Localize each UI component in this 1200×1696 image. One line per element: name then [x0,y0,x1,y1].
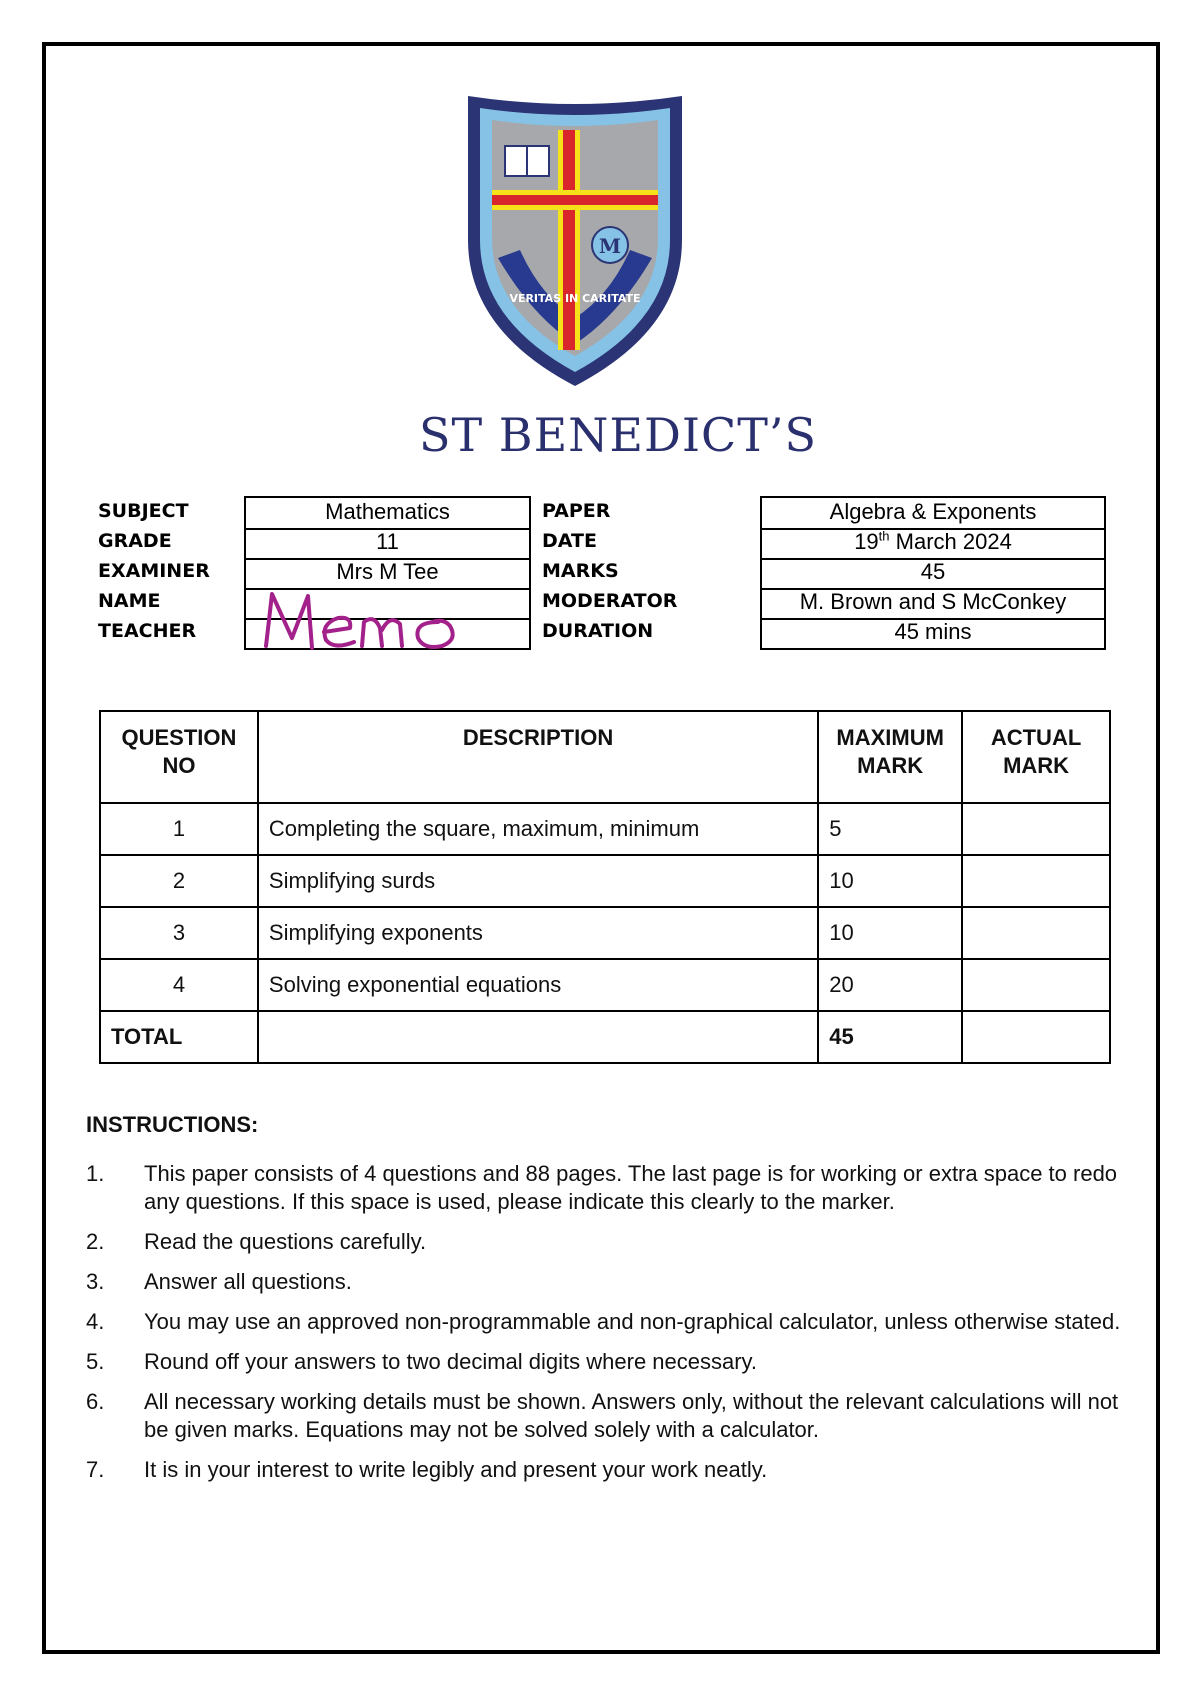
date-value: 19th March 2024 [762,528,1104,560]
description-header: DESCRIPTION [258,711,818,803]
instructions-heading: INSTRUCTIONS: [86,1112,259,1137]
total-max-mark: 45 [818,1011,962,1063]
name-label: NAME [98,590,161,612]
instruction-item: 7. It is in your interest to write legibly and present your work neatly. [86,1457,768,1482]
total-row [100,1011,1110,1063]
actual-mark-cell[interactable] [962,959,1110,1011]
description-cell: Solving exponential equations [258,959,818,1011]
table-header-row [100,711,1110,803]
table-row [100,803,1110,855]
max-mark-cell: 5 [818,803,962,855]
marks-table [99,710,1111,1064]
instruction-item: 3. Answer all questions. [86,1269,352,1294]
marks-label: MARKS [542,560,619,582]
svg-text:M: M [598,234,622,258]
description-cell: Completing the square, maximum, minimum [258,803,818,855]
date-label: DATE [542,530,597,552]
paper-label: PAPER [542,500,611,522]
marks-value: 45 [762,558,1104,590]
table-row [100,855,1110,907]
instruction-item: 1. This paper consists of 4 questions and 88 pages. The last page is for working or extra space to redo any questions. If this space is used, please indicate this clearly to the marker. [86,1161,1118,1214]
description-cell: Simplifying surds [258,855,818,907]
school-motto: VERITAS IN CARITATE [509,292,641,305]
examiner-value: Mrs M Tee [246,558,529,590]
grade-label: GRADE [98,530,172,552]
question-no-cell: 1 [100,803,258,855]
instruction-item: 6. All necessary working details must be shown. Answers only, without the relevant calculations will not be given marks. Equations may not be solved solely with a calculator. [86,1389,1119,1442]
school-crest-logo [460,90,690,390]
duration-value: 45 mins [894,619,972,644]
subject-value: Mathematics [246,498,529,530]
handwritten-memo-signature [262,588,482,668]
duration-label: DURATION [542,620,654,642]
moderator-label: MODERATOR [542,590,678,612]
table-row [100,907,1110,959]
paper-value: Algebra & Exponents [762,498,1104,530]
question-no-cell: 4 [100,959,258,1011]
subject-label: SUBJECT [98,500,189,522]
table-row [100,959,1110,1011]
total-actual-mark[interactable] [962,1011,1110,1063]
question-no-cell: 2 [100,855,258,907]
grade-value: 11 [246,528,529,560]
instruction-item: 5. Round off your answers to two decimal digits where necessary. [86,1349,758,1374]
maximum-mark-header: MAXIMUM MARK [818,711,962,803]
instruction-item: 2. Read the questions carefully. [86,1229,427,1254]
description-cell: Simplifying exponents [258,907,818,959]
total-description-cell [258,1011,818,1063]
teacher-label: TEACHER [98,620,197,642]
actual-mark-cell[interactable] [962,803,1110,855]
school-name: ST BENEDICT’S [418,408,818,462]
instruction-item: 4. You may use an approved non-programmable and non-graphical calculator, unless otherwise stated. [86,1309,1121,1334]
max-mark-cell: 20 [818,959,962,1011]
examiner-label: EXAMINER [98,560,210,582]
max-mark-cell: 10 [818,907,962,959]
question-no-cell: 3 [100,907,258,959]
total-label: TOTAL [100,1011,258,1063]
actual-mark-header: ACTUAL MARK [962,711,1110,803]
actual-mark-cell[interactable] [962,855,1110,907]
instructions-list [86,1160,1146,1496]
max-mark-cell: 10 [818,855,962,907]
right-info-box [760,496,1106,650]
moderator-value: M. Brown and S McConkey [762,588,1104,620]
question-no-header: QUESTION NO [100,711,258,803]
actual-mark-cell[interactable] [962,907,1110,959]
